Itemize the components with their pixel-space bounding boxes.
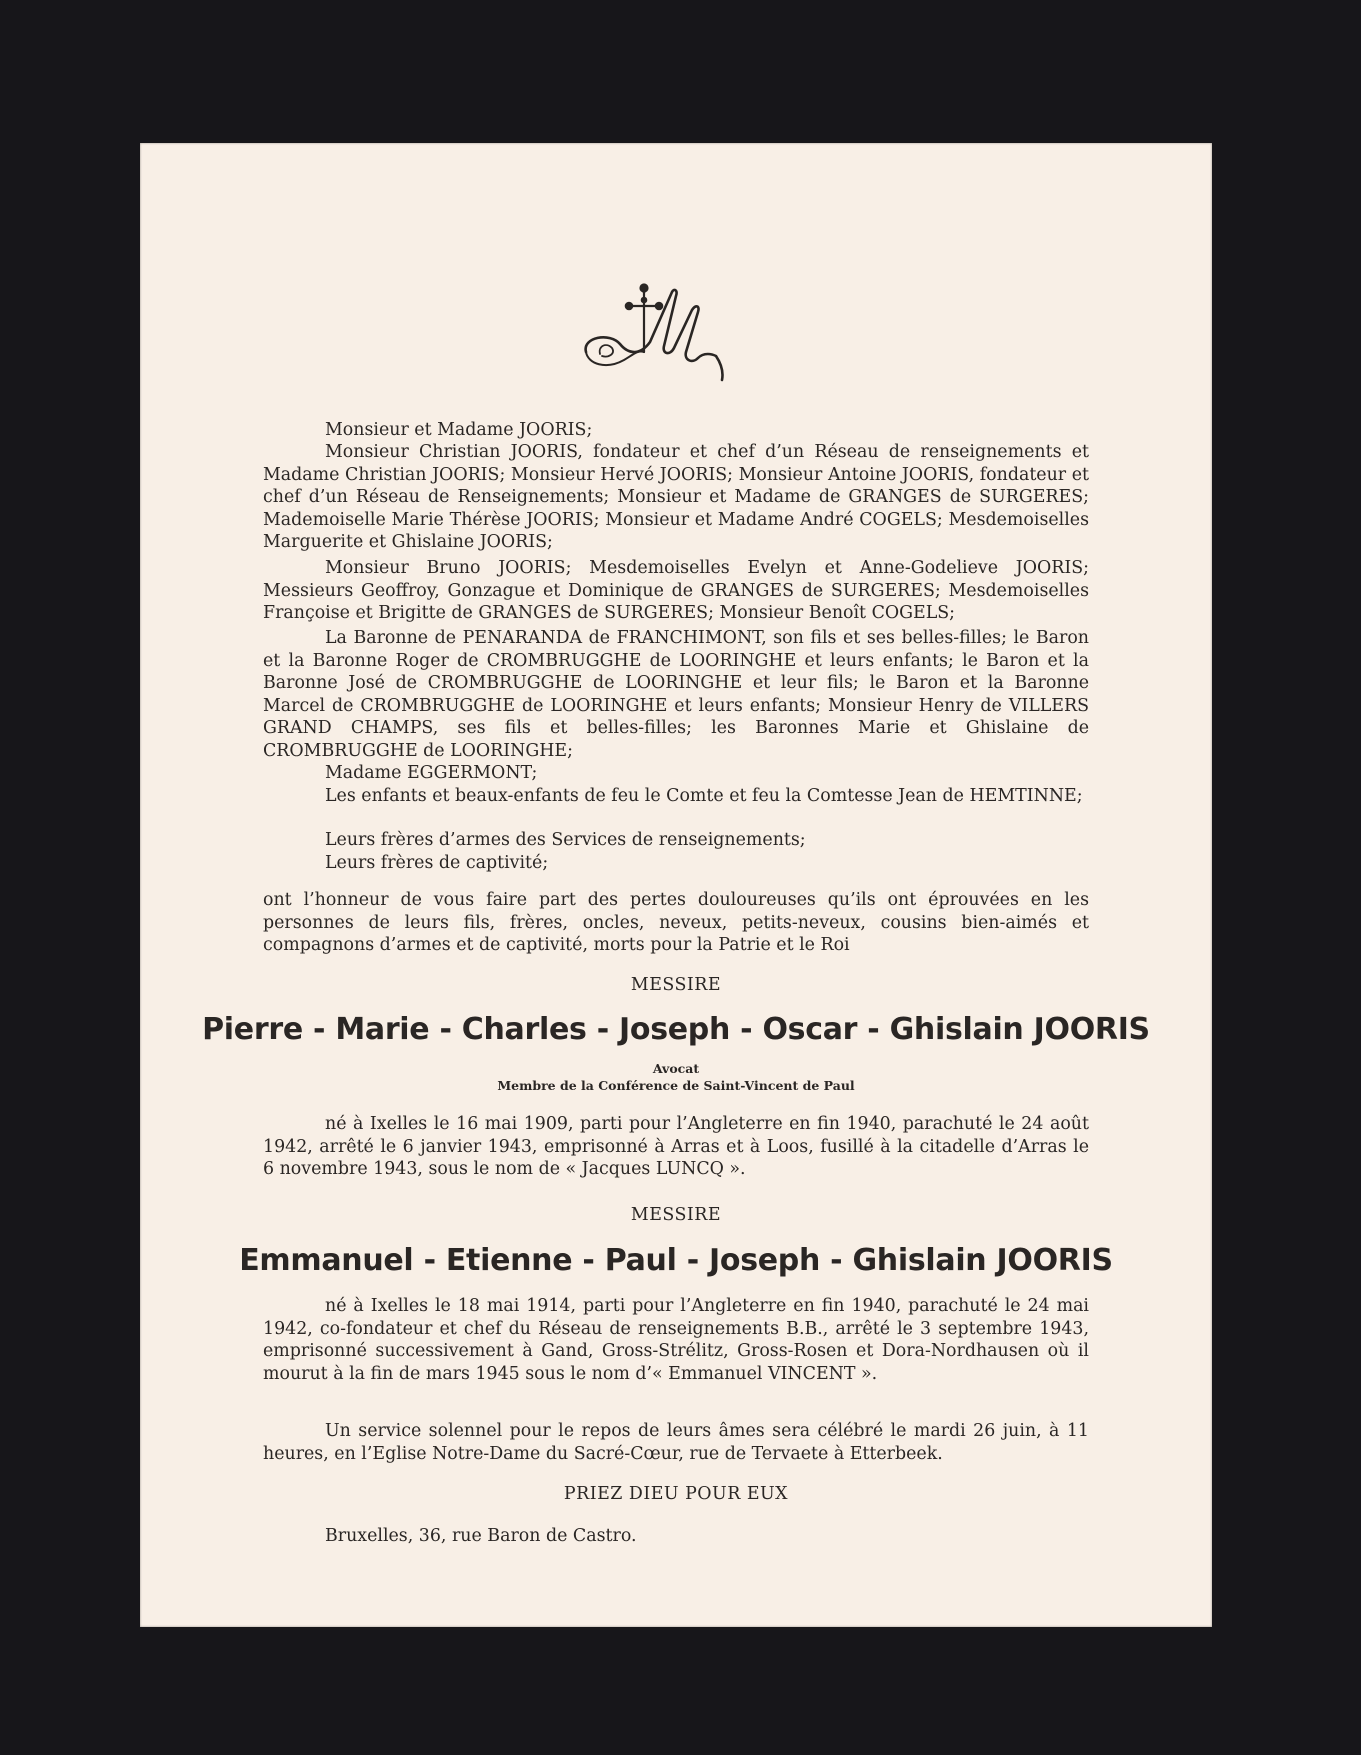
prayer-line: PRIEZ DIEU POUR EUX (563, 1484, 789, 1504)
family-paragraph-7: Leurs frères d’armes des Services de renseignements; (325, 830, 806, 850)
family-paragraph-6: Les enfants et beaux-enfants de feu le Comte et feu la Comtesse Jean de HEMTINNE; (325, 786, 1083, 806)
first-honorific: MESSIRE (630, 975, 722, 995)
first-title-membre: Membre de la Conférence de Saint-Vincent de Paul (497, 1078, 855, 1093)
cross-monogram-icon (580, 282, 730, 394)
service-announcement: Un service solennel pour le repos de leurs âmes sera célébré le mardi 26 juin, à 11 heures, en l’Eglise Notre-Dame du Sacré-Cœur, rue de Tervaete à Etterbeek. (263, 1421, 1089, 1464)
first-title-avocat: Avocat (652, 1061, 700, 1076)
second-biography: né à Ixelles le 18 mai 1914, parti pour l’Angleterre en fin 1940, parachuté le 24 mai 1942, co-fondateur et chef du Réseau de renseignements B.B., arrêté le 3 septembre 1943, emprisonné successivement à Gand, Gross-Strélitz, Gross-Rosen et Dora-Nordhausen où il mourut à la fin de mars 1945 sous le nom d’« Emmanuel VINCENT ». (263, 1296, 1089, 1384)
announcement-paragraph: ont l’honneur de vous faire part des pertes douloureuses qu’ils ont éprouvées en les personnes de leurs fils, frères, oncles, neveux, petits-neveux, cousins bien-aimés et compagnons d’armes et de captivité, morts pour la Patrie et le Roi (263, 890, 1089, 955)
family-paragraph-1: Monsieur et Madame JOORIS; (325, 420, 593, 440)
family-paragraph-8: Leurs frères de captivité; (325, 853, 549, 873)
address-line: Bruxelles, 36, rue Baron de Castro. (325, 1526, 637, 1546)
family-paragraph-3: Monsieur Bruno JOORIS; Mesdemoiselles Evelyn et Anne-Godelieve JOORIS; Messieurs Geoffroy, Gonzague et Dominique de GRANGES de SURGERES; Mesdemoiselles Françoise et Brigitte de GRANGES de SURGERES; Monsieur Benoît COGELS; (263, 558, 1089, 623)
first-biography: né à Ixelles le 16 mai 1909, parti pour l’Angleterre en fin 1940, parachuté le 24 août 1942, arrêté le 6 janvier 1943, emprisonné à Arras et à Loos, fusillé à la citadelle d’Arras le 6 novembre 1943, sous le nom de « Jacques LUNCQ ». (263, 1114, 1089, 1179)
second-honorific: MESSIRE (630, 1205, 722, 1225)
first-deceased-name: Pierre - Marie - Charles - Joseph - Oscar - Ghislain JOORIS (202, 1012, 1150, 1047)
family-paragraph-5: Madame EGGERMONT; (325, 763, 538, 783)
family-paragraph-4: La Baronne de PENARANDA de FRANCHIMONT, son fils et ses belles-filles; le Baron et la Baronne Roger de CROMBRUGGHE de LOORINGHE et leurs enfants; le Baron et la Baronne José de CROMBRUGGHE de LOORINGHE et leur fils; le Baron et la Baronne Marcel de CROMBRUGGHE de LOORINGHE et leurs enfants; Monsieur Henry de VILLERS GRAND CHAMPS, ses fils et belles-filles; les Baronnes Marie et Ghislaine de CROMBRUGGHE de LOORINGHE; (263, 628, 1089, 761)
second-deceased-name: Emmanuel - Etienne - Paul - Joseph - Ghislain JOORIS (239, 1243, 1113, 1278)
family-paragraph-2: Monsieur Christian JOORIS, fondateur et chef d’un Réseau de renseignements et Madame Christian JOORIS; Monsieur Hervé JOORIS; Monsieur Antoine JOORIS, fondateur et chef d’un Réseau de Renseignements; Monsieur et Madame de GRANGES de SURGERES; Mademoiselle Marie Thérèse JOORIS; Monsieur et Madame André COGELS; Mesdemoiselles Marguerite et Ghislaine JOORIS; (263, 442, 1089, 552)
